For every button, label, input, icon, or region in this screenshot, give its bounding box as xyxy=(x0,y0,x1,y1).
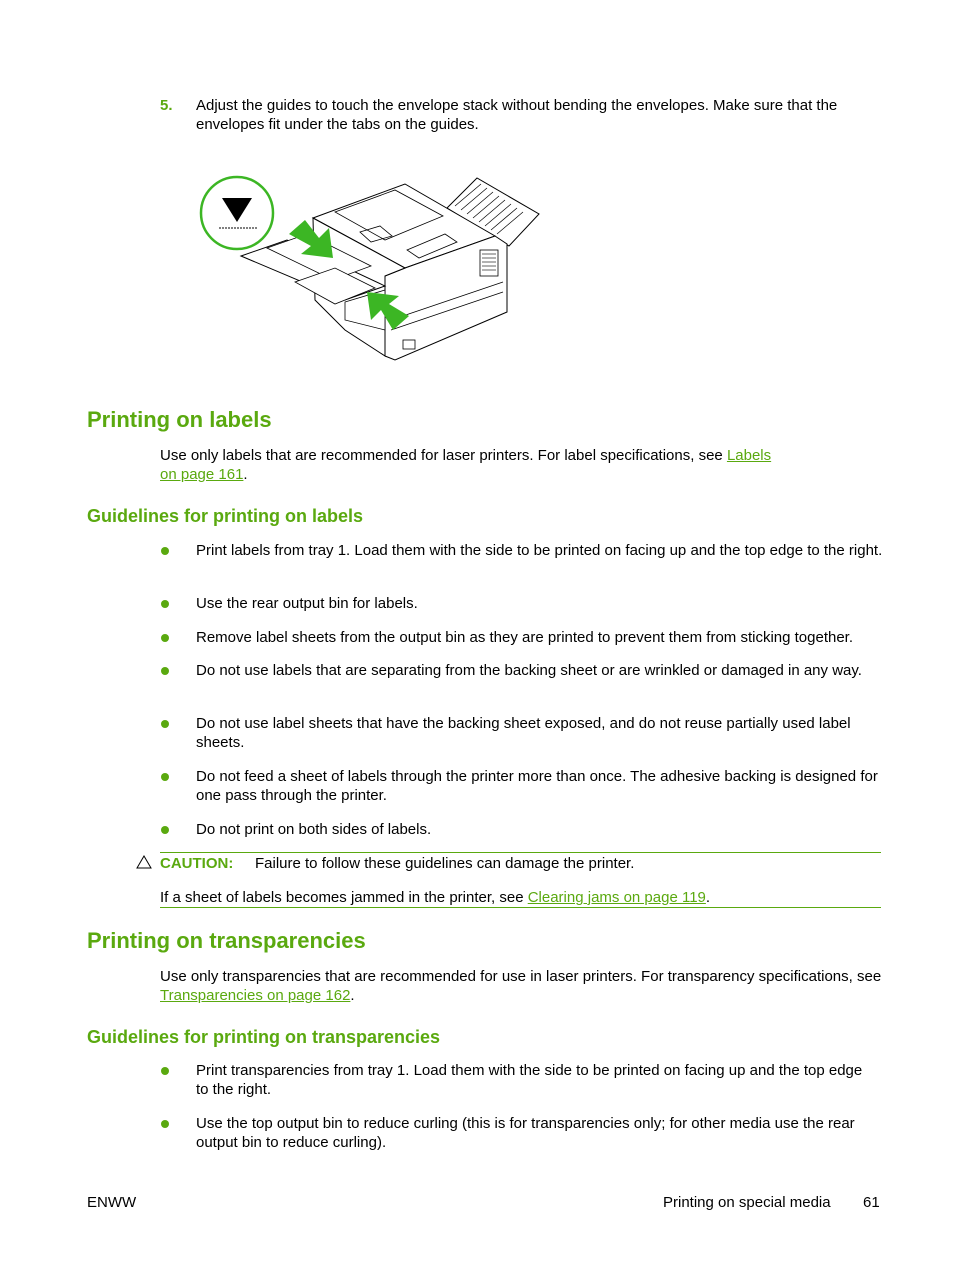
bullet-dot xyxy=(161,773,169,781)
list-item: Do not print on both sides of labels. xyxy=(196,821,432,838)
jam-note-text: If a sheet of labels becomes jammed in the printer, see xyxy=(160,889,528,906)
list-item: Do not use labels that are separating from the backing sheet or are wrinkled or damaged in any way. xyxy=(196,662,862,679)
page-number: 61 xyxy=(863,1194,880,1211)
bullet-dot xyxy=(161,667,169,675)
caution-top-rule xyxy=(160,852,881,853)
caution-text: Failure to follow these guidelines can damage the printer. xyxy=(255,855,635,872)
labels-link[interactable]: Labels xyxy=(726,447,772,464)
bullet-dot xyxy=(161,600,169,608)
list-item: Remove label sheets from the output bin as they are printed to prevent them from sticking together. xyxy=(196,629,854,646)
subheading-labels-guidelines: Guidelines for printing on labels xyxy=(87,506,364,526)
bullet-dot xyxy=(161,1067,169,1075)
jam-note xyxy=(160,888,710,907)
clearing-jams-link[interactable]: Clearing jams on page 119 xyxy=(527,889,706,906)
section-heading-labels: Printing on labels xyxy=(87,407,272,432)
bullet-dot xyxy=(161,547,169,555)
list-item: Do not feed a sheet of labels through the printer more than once. The adhesive backing is designed for one pass through the printer. xyxy=(196,768,878,804)
step-text: Adjust the guides to touch the envelope stack without bending the envelopes. Make sure that the envelopes fit under the tabs on the guides. xyxy=(196,97,838,133)
list-item: Print transparencies from tray 1. Load them with the side to be printed on facing up and the top edge to the right. xyxy=(196,1062,863,1098)
caution-label: CAUTION: xyxy=(160,855,234,872)
bullet-dot xyxy=(161,720,169,728)
bullet-dot xyxy=(161,826,169,834)
list-item: Use the top output bin to reduce curling (this is for transparencies only; for other media use the rear output bin to reduce curling). xyxy=(196,1115,855,1151)
jam-note-suffix: . xyxy=(705,889,711,906)
labels-intro-text: Use only labels that are recommended for laser printers. For label specifications, see xyxy=(160,447,727,464)
list-item: Use the rear output bin for labels. xyxy=(196,595,418,612)
footer-left: ENWW xyxy=(87,1194,137,1211)
list-item: Print labels from tray 1. Load them with the side to be printed on facing up and the top edge to the right. xyxy=(196,542,883,559)
labels-page-link[interactable]: on page 161 xyxy=(160,466,244,483)
transparencies-intro-text: Use only transparencies that are recommended for use in laser printers. For transparency specifications, see xyxy=(160,968,882,985)
caution-bottom-rule xyxy=(160,907,881,908)
caution-triangle-icon xyxy=(136,855,152,869)
footer-section-title: Printing on special media xyxy=(663,1194,831,1211)
labels-intro-suffix: . xyxy=(243,466,248,483)
bullet-dot xyxy=(161,634,169,642)
labels-intro xyxy=(160,446,820,465)
list-item: Do not use label sheets that have the backing sheet exposed, and do not reuse partially used label sheets. xyxy=(196,715,851,751)
subheading-transparencies-guidelines: Guidelines for printing on transparencies xyxy=(87,1027,441,1047)
labels-intro-line2 xyxy=(160,465,248,484)
printer-envelope-illustration xyxy=(195,170,545,365)
bullet-dot xyxy=(161,1120,169,1128)
transparencies-intro xyxy=(160,967,890,1005)
transparencies-intro-suffix: . xyxy=(350,987,355,1004)
section-heading-transparencies: Printing on transparencies xyxy=(87,928,366,953)
transparencies-link[interactable]: Transparencies on page 162 xyxy=(160,987,351,1004)
step-number: 5. xyxy=(160,97,173,114)
